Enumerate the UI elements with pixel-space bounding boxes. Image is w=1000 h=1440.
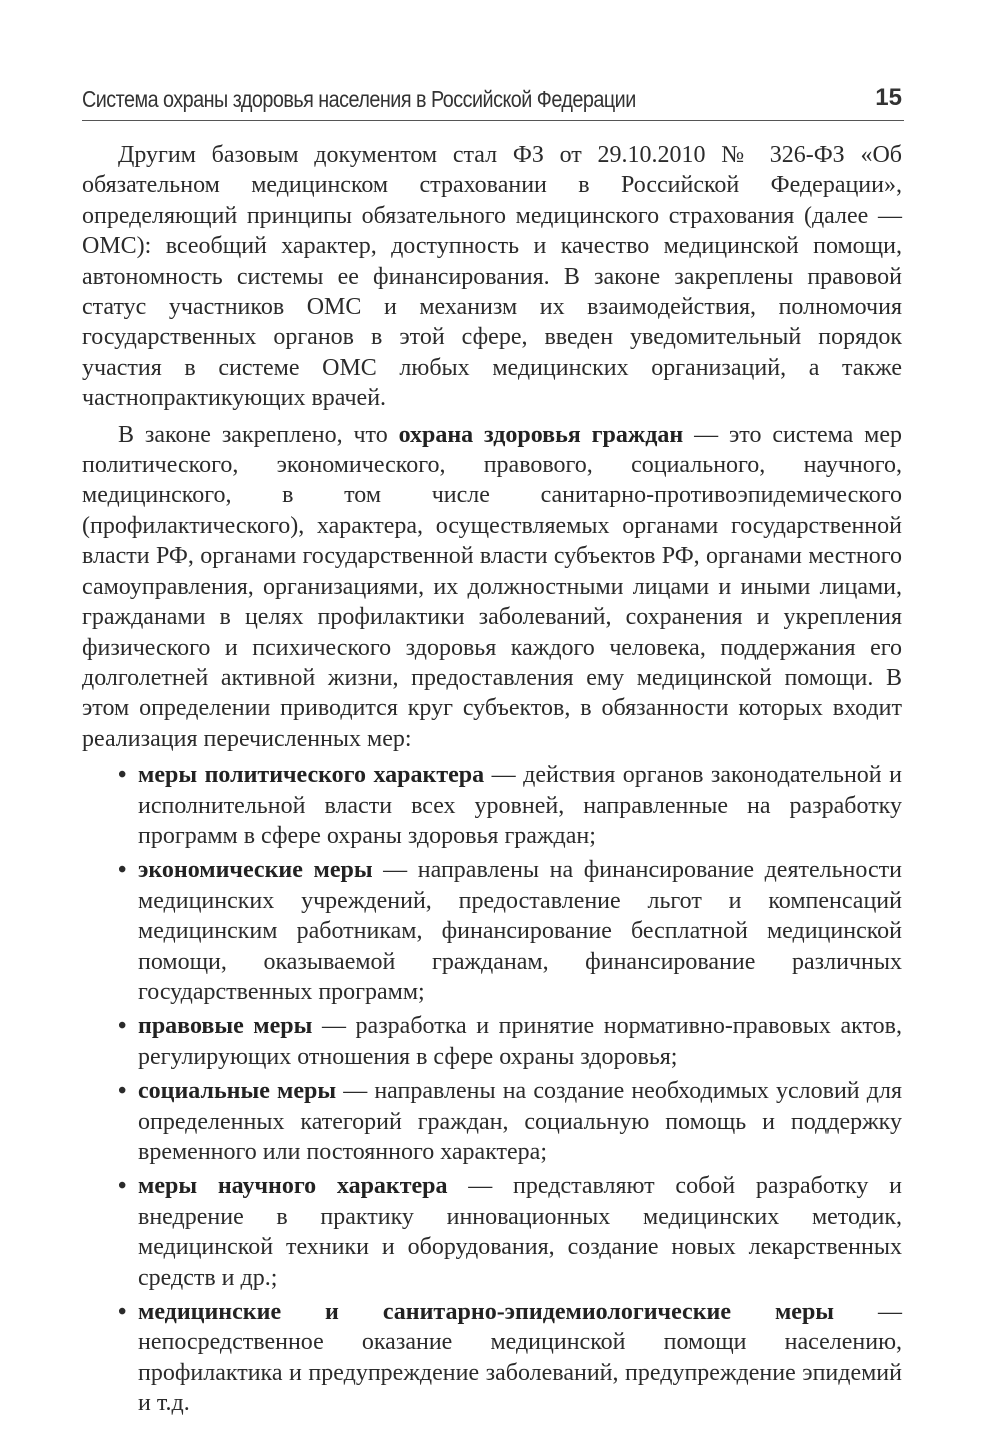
bullet-icon: • <box>118 1013 127 1040</box>
list-item <box>82 760 902 851</box>
paragraph-oms-law: Другим базовым документом стал ФЗ от 29.10.2010 № 326-ФЗ «Об обязательном медицинском страховании в Российской Федерации», определяющий принципы обязательного медицинского страхования (далее — ОМС): всеобщий характер, доступность и качество медицинской помощи, автономность системы ее финансирования. В законе закреплены правовой статус участников ОМС и механизм их взаимодействия, полномочия государственных органов в этой сфере, введен уведомительный порядок участия в системе ОМС любых медицинских организаций, а также частнопрактикующих врачей. <box>82 142 902 412</box>
term-health-protection: охрана здоровья граждан <box>398 421 684 448</box>
bullet-icon: • <box>118 1078 127 1105</box>
bullet-icon: • <box>118 857 127 884</box>
list-item-term: социальные меры <box>138 1078 337 1105</box>
list-item-term: правовые меры <box>138 1013 313 1040</box>
list-item-term: меры политического характера <box>138 762 485 789</box>
body-text <box>82 140 902 1423</box>
list-item-term: экономические меры <box>138 857 373 884</box>
running-header-title: Система охраны здоровья населения в Российской Федерации <box>82 86 636 112</box>
running-header <box>82 82 904 121</box>
measures-list <box>82 760 902 1419</box>
paragraph-lead: В законе закреплено, что <box>118 421 399 448</box>
list-item-term: меры научного характера <box>138 1173 448 1200</box>
list-item-text: — действия органов законодательной и исполнительной власти всех уровней, направленные на разработку программ в сфере охраны здоровья граждан; <box>138 762 903 849</box>
list-item-text: — разработка и принятие нормативно-правовых актов, регулирующих отношения в сфере охраны здоровья; <box>138 1013 903 1070</box>
list-item-term: медицинские и санитарно-эпидемиологические меры <box>138 1299 835 1326</box>
list-item <box>82 1297 902 1419</box>
list-item-text: — представляют собой разработку и внедрение в практику инновационных медицинских методик, медицинской техники и оборудования, создание новых лекарственных средств и др.; <box>138 1173 902 1291</box>
list-item-text: — направлены на финансирование деятельности медицинских учреждений, предоставление льгот и компенсаций медицинским работникам, финансирование бесплатной медицинской помощи, оказываемой гражданам, финансирование различных государственных программ; <box>138 857 902 1005</box>
list-item <box>82 1011 902 1072</box>
list-item <box>82 855 902 1007</box>
list-item <box>82 1171 902 1293</box>
list-item <box>82 1076 902 1167</box>
bullet-icon: • <box>118 762 127 789</box>
list-item-text: — направлены на создание необходимых условий для определенных категорий граждан, социальную помощь и поддержку временного или постоянного характера; <box>138 1078 902 1165</box>
bullet-icon: • <box>118 1173 127 1200</box>
paragraph-rest: — это система мер политического, экономического, правового, социального, научного, медицинского, в том числе санитарно-противоэпидемического (профилактического), характера, осуществляемых органами государственной власти РФ, органами государственной власти субъектов РФ, органами местного самоуправления, организациями, их должностными лицами и иными лицами, гражданами в целях профилактики заболеваний, сохранения и укрепления физического и психического здоровья каждого человека, поддержания его долголетней активной жизни, предоставления ему медицинской помощи. В этом определении приводится круг субъектов, в обязанности которых входит реализация перечисленных мер: <box>82 421 902 752</box>
list-item-text: — непосредственное оказание медицинской помощи населению, профилактика и предупреждение заболеваний, предупреждение эпидемий и т.д. <box>138 1299 902 1417</box>
bullet-icon: • <box>118 1299 127 1326</box>
page-number: 15 <box>875 84 902 111</box>
paragraph-health-protection-definition <box>82 420 902 754</box>
